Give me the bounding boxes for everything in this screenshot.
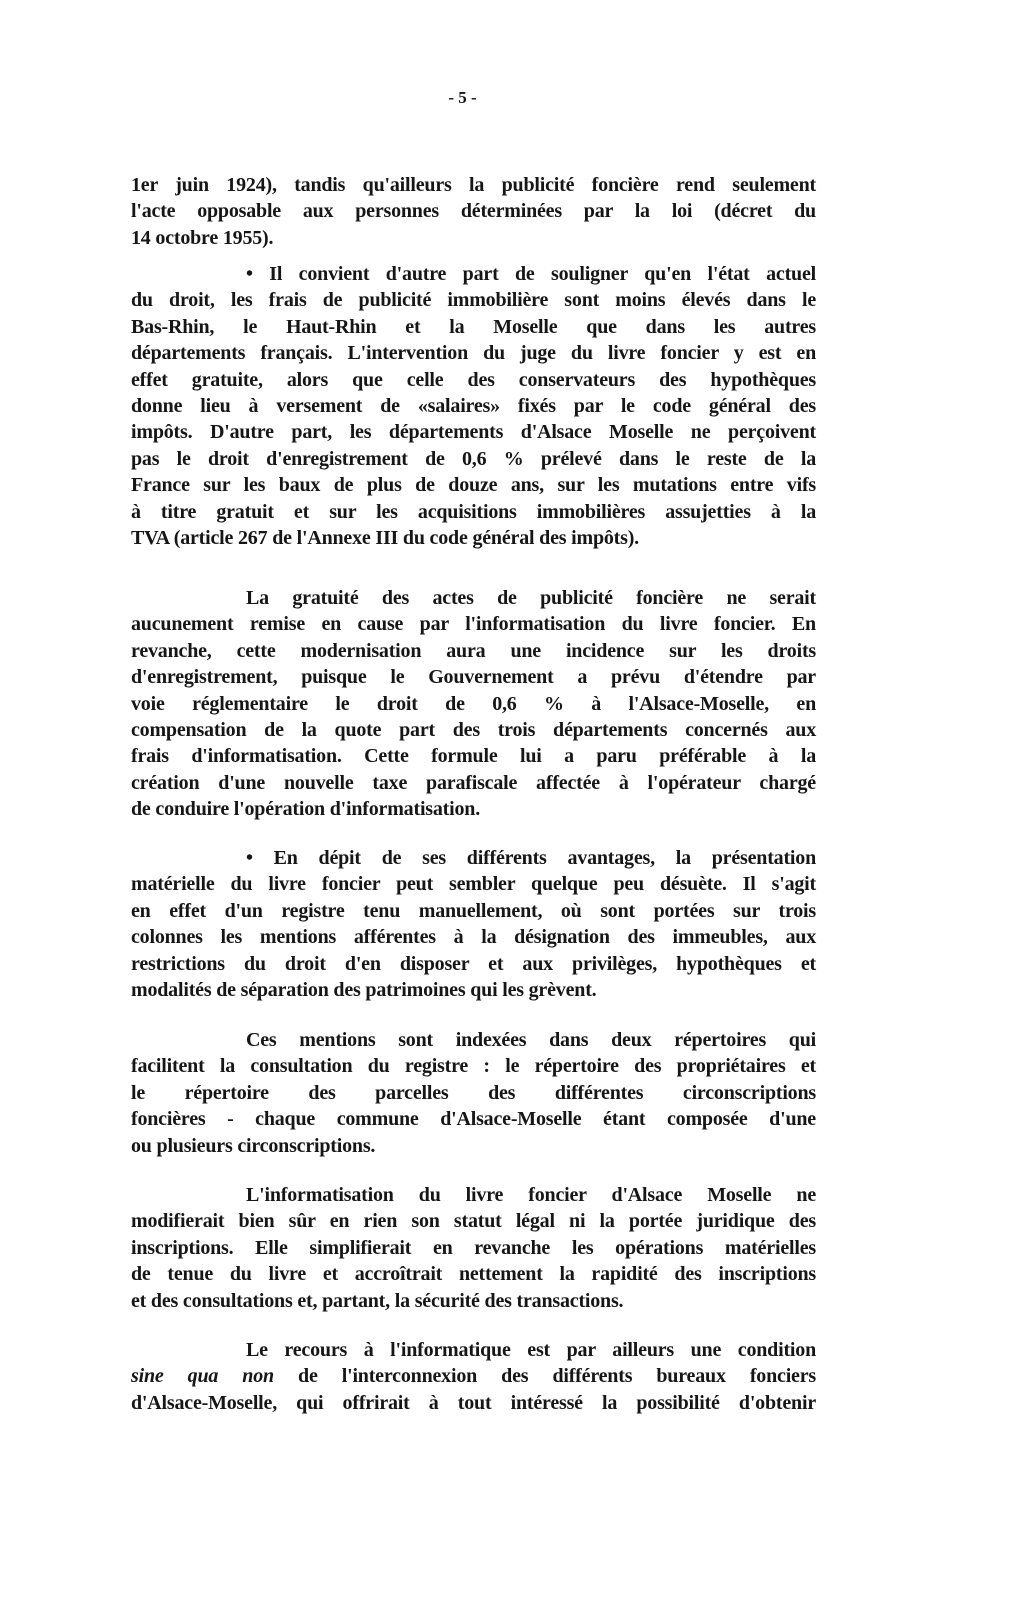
paragraph <box>131 172 816 251</box>
text-line: de conduire l'opération d'informatisation. <box>131 798 481 821</box>
text-line: TVA (article 267 de l'Annexe III du code général des impôts). <box>131 526 639 549</box>
text-line: l'acte opposable aux personnes déterminées par la loi (décret du <box>131 200 816 223</box>
paragraph <box>131 1027 816 1159</box>
text-line: inscriptions. Elle simplifierait en revanche les opérations matérielles <box>131 1236 816 1259</box>
paragraph <box>131 1182 816 1314</box>
text-line: • En dépit de ses différents avantages, la présentation <box>246 847 816 869</box>
text-line: restrictions du droit d'en disposer et aux privilèges, hypothèques et <box>131 952 816 975</box>
text-line: Ces mentions sont indexées dans deux répertoires qui <box>246 1029 816 1051</box>
text-line: pas le droit d'enregistrement de 0,6 % prélevé dans le reste de la <box>131 447 816 470</box>
text-line: La gratuité des actes de publicité foncière ne serait <box>246 587 816 609</box>
text-line: France sur les baux de plus de douze ans, sur les mutations entre vifs <box>131 474 816 497</box>
text-line: modalités de séparation des patrimoines qui les grèvent. <box>131 978 597 1001</box>
text-line: d'enregistrement, puisque le Gouvernement a prévu d'étendre par <box>131 666 816 689</box>
text-line: Bas-Rhin, le Haut-Rhin et la Moselle que dans les autres <box>131 315 816 338</box>
text-line: le répertoire des parcelles des différentes circonscriptions <box>131 1081 816 1104</box>
text-line: du droit, les frais de publicité immobilière sont moins élevés dans le <box>131 289 816 312</box>
text-line <box>131 1363 816 1389</box>
text-line: compensation de la quote part des trois départements concernés aux <box>131 718 816 741</box>
text-line: revanche, cette modernisation aura une incidence sur les droits <box>131 639 816 662</box>
text-line: départements français. L'intervention du juge du livre foncier y est en <box>131 342 816 365</box>
text-run: de l'interconnexion des différents bureaux fonciers <box>273 1365 816 1388</box>
text-line: donne lieu à versement de «salaires» fixés par le code général des <box>131 394 816 417</box>
paragraph <box>131 261 816 551</box>
text-line: d'Alsace-Moselle, qui offrirait à tout intéressé la possibilité d'obtenir <box>131 1391 816 1414</box>
text-line: à titre gratuit et sur les acquisitions immobilières assujetties à la <box>131 500 816 523</box>
text-line: matérielle du livre foncier peut sembler quelque peu désuète. Il s'agit <box>131 873 816 896</box>
paragraph <box>131 1337 816 1416</box>
text-line: facilitent la consultation du registre : le répertoire des propriétaires et <box>131 1055 816 1078</box>
text-line: colonnes les mentions afférentes à la désignation des immeubles, aux <box>131 926 816 949</box>
text-line: aucunement remise en cause par l'informatisation du livre foncier. En <box>131 613 816 636</box>
text-line: modifierait bien sûr en rien son statut légal ni la portée juridique des <box>131 1210 816 1233</box>
text-line: voie réglementaire le droit de 0,6 % à l'Alsace-Moselle, en <box>131 692 816 715</box>
text-line: ou plusieurs circonscriptions. <box>131 1134 376 1157</box>
paragraph <box>131 585 816 823</box>
text-line: effet gratuite, alors que celle des conservateurs des hypothèques <box>131 368 816 391</box>
text-line: L'informatisation du livre foncier d'Alsace Moselle ne <box>246 1184 816 1206</box>
italic-phrase: sine qua non <box>131 1365 274 1388</box>
text-line: frais d'informatisation. Cette formule lui a paru préférable à la <box>131 745 816 768</box>
text-line: 14 octobre 1955). <box>131 226 274 249</box>
text-line: foncières - chaque commune d'Alsace-Moselle étant composée d'une <box>131 1108 816 1131</box>
text-line: de tenue du livre et accroîtrait nettement la rapidité des inscriptions <box>131 1263 816 1286</box>
text-line: impôts. D'autre part, les départements d'Alsace Moselle ne perçoivent <box>131 421 816 444</box>
page-number: - 5 - <box>448 88 477 107</box>
text-line: et des consultations et, partant, la sécurité des transactions. <box>131 1289 624 1312</box>
text-line: en effet d'un registre tenu manuellement, où sont portées sur trois <box>131 899 816 922</box>
text-line: création d'une nouvelle taxe parafiscale affectée à l'opérateur chargé <box>131 771 816 794</box>
text-line: 1er juin 1924), tandis qu'ailleurs la publicité foncière rend seulement <box>131 174 816 196</box>
text-line: Le recours à l'informatique est par ailleurs une condition <box>246 1339 816 1361</box>
text-line: • Il convient d'autre part de souligner qu'en l'état actuel <box>246 263 816 285</box>
paragraph <box>131 845 816 1003</box>
